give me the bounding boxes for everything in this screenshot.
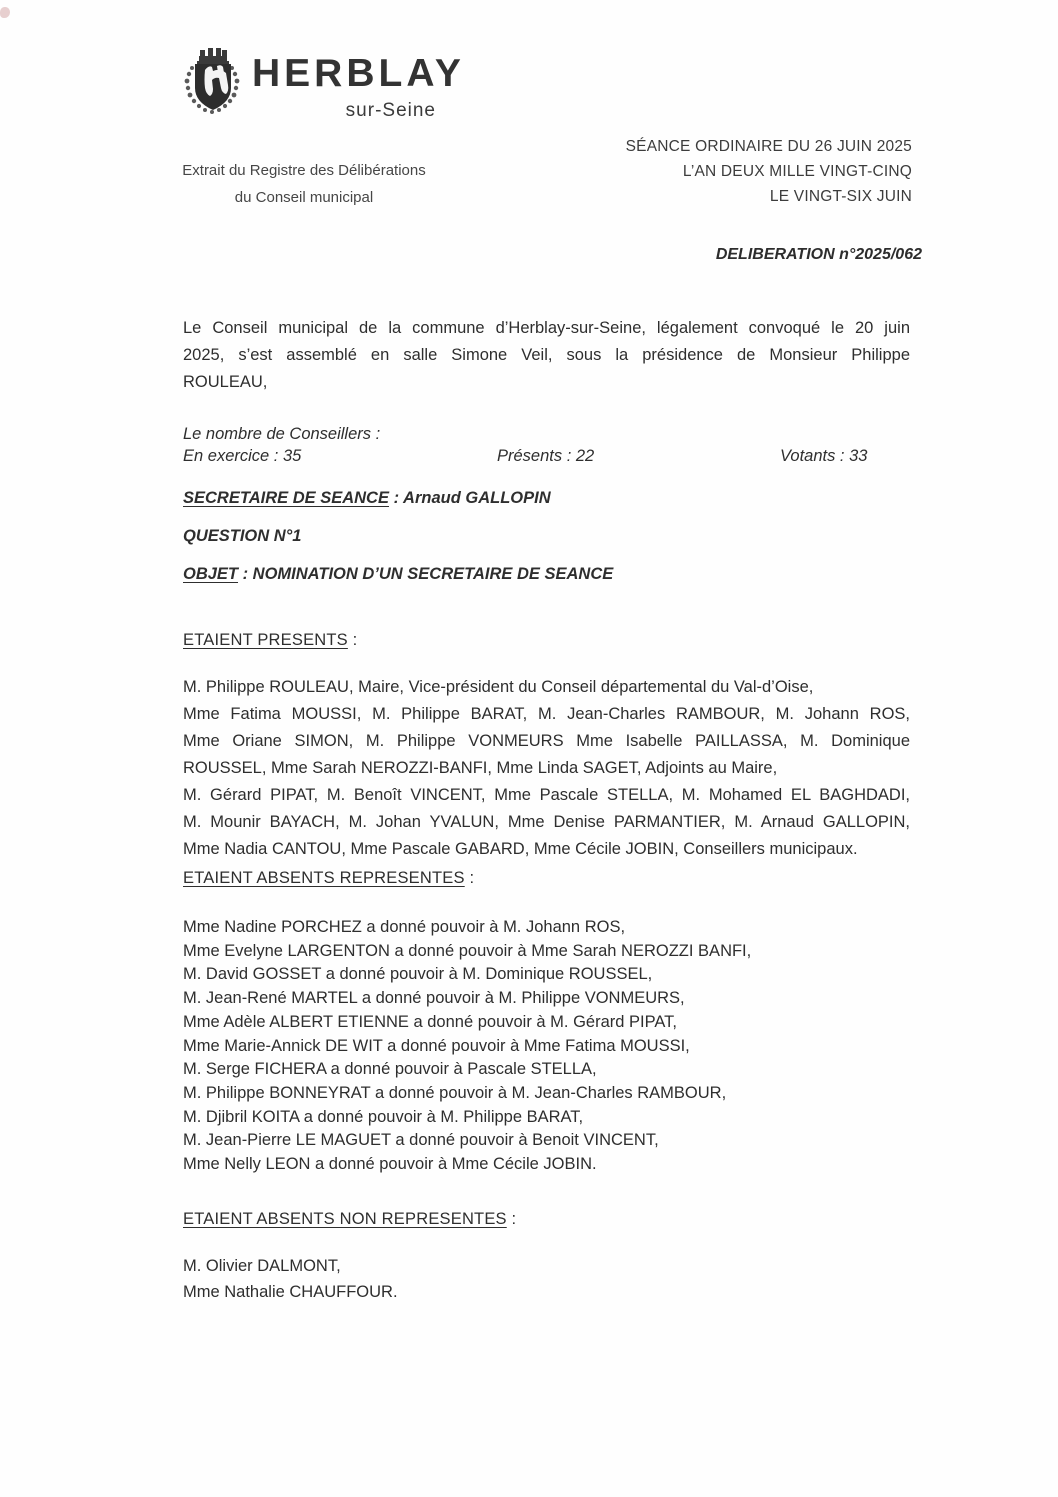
pouvoir-line: M. Philippe BONNEYRAT a donné pouvoir à M. Jean-Charles RAMBOUR,: [183, 1083, 727, 1102]
presents-heading: [183, 631, 910, 650]
secretaire-label: SECRETAIRE DE SEANCE: [183, 489, 389, 507]
objet-value: : NOMINATION D’UN SECRETAIRE DE SEANCE: [238, 565, 614, 583]
coat-of-arms-icon: [181, 44, 245, 124]
pouvoir-line: M. Jean-Pierre LE MAGUET a donné pouvoir à Benoit VINCENT,: [183, 1131, 659, 1150]
secretaire-name: : Arnaud GALLOPIN: [388, 489, 551, 507]
objet-line: [183, 561, 910, 588]
pouvoir-line: Mme Nelly LEON a donné pouvoir à Mme Cécile JOBIN.: [183, 1155, 597, 1174]
city-name: HERBLAY: [252, 52, 465, 95]
secretaire-line: [183, 485, 910, 512]
presents-line: Mme Nadia CANTOU, Mme Pascale GABARD, Mme Cécile JOBIN, Conseillers municipaux.: [183, 840, 858, 858]
presents-line: ROUSSEL, Mme Sarah NEROZZI-BANFI, Mme Linda SAGET, Adjoints au Maire,: [183, 759, 778, 777]
register-extract-line1: Extrait du Registre des Délibérations: [182, 162, 426, 179]
session-year: L’AN DEUX MILLE VINGT-CINQ: [682, 163, 912, 180]
intro-paragraph: [183, 315, 910, 396]
absents-non-representes-heading-colon: :: [506, 1210, 517, 1228]
absents-representes-heading-colon: :: [464, 869, 475, 887]
session-title: SÉANCE ORDINAIRE DU 26 JUIN 2025: [625, 138, 912, 155]
pouvoir-line: M. David GOSSET a donné pouvoir à M. Dominique ROUSSEL,: [183, 965, 653, 984]
absent-line: Mme Nathalie CHAUFFOUR.: [183, 1282, 398, 1301]
pouvoir-line: Mme Nadine PORCHEZ a donné pouvoir à M. Johann ROS,: [183, 918, 626, 936]
register-extract-line2: du Conseil municipal: [234, 189, 374, 206]
scan-artifact: [0, 7, 10, 18]
presents-heading-colon: :: [347, 631, 358, 649]
register-extract-caption: [178, 157, 430, 211]
intro-line: Le Conseil municipal de la commune d’Herblay-sur-Seine, légalement convoqué le 20 juin: [183, 319, 910, 337]
absents-representes-heading: [183, 869, 910, 888]
presents-line: Mme Fatima MOUSSI, M. Philippe BARAT, M. Jean-Charles RAMBOUR, M. Johann ROS,: [183, 705, 910, 723]
count-votants: Votants : 33: [780, 447, 868, 465]
intro-line: ROULEAU,: [183, 373, 268, 391]
presents-paragraph: [183, 674, 910, 863]
presents-line: M. Gérard PIPAT, M. Benoît VINCENT, Mme Pascale STELLA, M. Mohamed EL BAGHDADI,: [183, 786, 910, 804]
conseillers-counts: [183, 447, 910, 469]
question-number: QUESTION N°1: [183, 527, 302, 545]
count-en-exercice: En exercice : 35: [183, 447, 302, 465]
conseillers-label: Le nombre de Conseillers :: [183, 425, 381, 443]
pouvoir-line: M. Serge FICHERA a donné pouvoir à Pascale STELLA,: [183, 1060, 597, 1079]
absents-non-representes-heading: [183, 1210, 910, 1229]
pouvoir-line: Mme Evelyne LARGENTON a donné pouvoir à Mme Sarah NEROZZI BANFI,: [183, 941, 752, 960]
absents-representes-list: [183, 916, 910, 1177]
absents-non-representes-heading-text: ETAIENT ABSENTS NON REPRESENTES: [183, 1210, 507, 1228]
pouvoir-line: Mme Marie-Annick DE WIT a donné pouvoir à Mme Fatima MOUSSI,: [183, 1036, 690, 1055]
objet-label: OBJET: [183, 565, 239, 583]
session-day: LE VINGT-SIX JUIN: [769, 188, 912, 205]
absent-line: M. Olivier DALMONT,: [183, 1257, 341, 1275]
presents-line: Mme Oriane SIMON, M. Philippe VONMEURS Mme Isabelle PAILLASSA, M. Dominique: [183, 732, 910, 750]
absents-non-representes-list: [183, 1254, 910, 1305]
intro-line: 2025, s’est assemblé en salle Simone Veil, sous la présidence de Monsieur Philippe: [183, 346, 910, 364]
count-presents: Présents : 22: [497, 447, 595, 465]
pouvoir-line: M. Djibril KOITA a donné pouvoir à M. Philippe BARAT,: [183, 1107, 584, 1126]
pouvoir-line: Mme Adèle ALBERT ETIENNE a donné pouvoir à M. Gérard PIPAT,: [183, 1012, 678, 1031]
presents-line: M. Mounir BAYACH, M. Johan YVALUN, Mme Denise PARMANTIER, M. Arnaud GALLOPIN,: [183, 813, 910, 831]
session-header: [492, 134, 912, 209]
presents-heading-text: ETAIENT PRESENTS: [183, 631, 348, 649]
city-name-suffix: sur-Seine: [345, 100, 436, 121]
absents-representes-heading-text: ETAIENT ABSENTS REPRESENTES: [183, 869, 465, 887]
pouvoir-line: M. Jean-René MARTEL a donné pouvoir à M. Philippe VONMEURS,: [183, 989, 685, 1008]
presents-line: M. Philippe ROULEAU, Maire, Vice-président du Conseil départemental du Val-d’Oise,: [183, 678, 814, 696]
deliberation-number: DELIBERATION n°2025/062: [715, 246, 922, 263]
